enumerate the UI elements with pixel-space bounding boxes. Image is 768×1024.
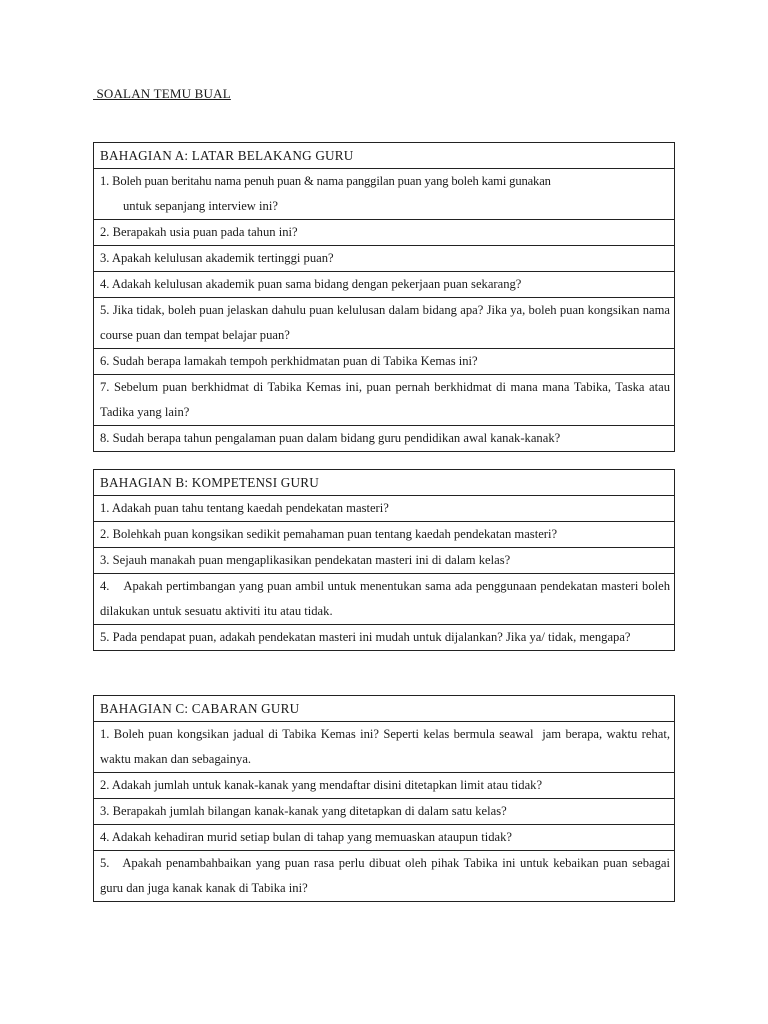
question-cell: 5. Jika tidak, boleh puan jelaskan dahulu puan kelulusan dalam bidang apa? Jika ya, boleh puan kongsikan nama course puan dan tempat belajar puan? — [94, 298, 675, 349]
table-row — [94, 799, 675, 825]
question-cell: 2. Bolehkah puan kongsikan sedikit pemahaman puan tentang kaedah pendekatan masteri? — [94, 522, 675, 548]
table-row — [94, 169, 675, 220]
table-row — [94, 722, 675, 773]
question-cell: 3. Berapakah jumlah bilangan kanak-kanak yang ditetapkan di dalam satu kelas? — [94, 799, 675, 825]
question-cell — [94, 169, 675, 220]
section-a-header: BAHAGIAN A: LATAR BELAKANG GURU — [94, 143, 675, 169]
section-b-header: BAHAGIAN B: KOMPETENSI GURU — [94, 470, 675, 496]
document-title: SOALAN TEMU BUAL — [93, 86, 231, 101]
question-cell: 7. Sebelum puan berkhidmat di Tabika Kemas ini, puan pernah berkhidmat di mana mana Tabika, Taska atau Tadika yang lain? — [94, 375, 675, 426]
question-cell: 5. Apakah penambahbaikan yang puan rasa perlu dibuat oleh pihak Tabika ini untuk kebaikan puan sebagai guru dan juga kanak kanak di Tabika ini? — [94, 851, 675, 902]
question-cell: 4. Adakah kelulusan akademik puan sama bidang dengan pekerjaan puan sekarang? — [94, 272, 675, 298]
table-row — [94, 773, 675, 799]
question-text-line-1: 1. Boleh puan beritahu nama penuh puan & nama panggilan puan yang boleh kami gunakan — [100, 174, 551, 188]
question-cell: 3. Apakah kelulusan akademik tertinggi puan? — [94, 246, 675, 272]
question-cell: 1. Adakah puan tahu tentang kaedah pendekatan masteri? — [94, 496, 675, 522]
table-row — [94, 625, 675, 651]
question-cell: 4. Adakah kehadiran murid setiap bulan di tahap yang memuaskan ataupun tidak? — [94, 825, 675, 851]
question-cell: 6. Sudah berapa lamakah tempoh perkhidmatan puan di Tabika Kemas ini? — [94, 349, 675, 375]
table-row — [94, 272, 675, 298]
question-cell: 3. Sejauh manakah puan mengaplikasikan pendekatan masteri ini di dalam kelas? — [94, 548, 675, 574]
question-cell: 4. Apakah pertimbangan yang puan ambil untuk menentukan sama ada penggunaan pendekatan masteri boleh dilakukan untuk sesuatu aktiviti itu atau tidak. — [94, 574, 675, 625]
section-c-table — [93, 695, 675, 902]
question-cell: 5. Pada pendapat puan, adakah pendekatan masteri ini mudah untuk dijalankan? Jika ya/ tidak, mengapa? — [94, 625, 675, 651]
table-row — [94, 548, 675, 574]
table-row — [94, 298, 675, 349]
table-row — [94, 522, 675, 548]
section-b-table — [93, 469, 675, 651]
section-c-header-row — [94, 696, 675, 722]
section-a-table — [93, 142, 675, 452]
table-row — [94, 349, 675, 375]
question-cell: 2. Adakah jumlah untuk kanak-kanak yang mendaftar disini ditetapkan limit atau tidak? — [94, 773, 675, 799]
table-row — [94, 426, 675, 452]
section-b-header-row — [94, 470, 675, 496]
question-cell: 2. Berapakah usia puan pada tahun ini? — [94, 220, 675, 246]
table-row — [94, 574, 675, 625]
section-c-header: BAHAGIAN C: CABARAN GURU — [94, 696, 675, 722]
question-text-line-2: untuk sepanjang interview ini? — [123, 199, 278, 213]
table-row — [94, 825, 675, 851]
table-row — [94, 851, 675, 902]
table-row — [94, 220, 675, 246]
table-row — [94, 496, 675, 522]
section-a-header-row — [94, 143, 675, 169]
table-row — [94, 246, 675, 272]
question-cell: 8. Sudah berapa tahun pengalaman puan dalam bidang guru pendidikan awal kanak-kanak? — [94, 426, 675, 452]
table-row — [94, 375, 675, 426]
question-cell: 1. Boleh puan kongsikan jadual di Tabika Kemas ini? Seperti kelas bermula seawal jam berapa, waktu rehat, waktu makan dan sebagainya. — [94, 722, 675, 773]
